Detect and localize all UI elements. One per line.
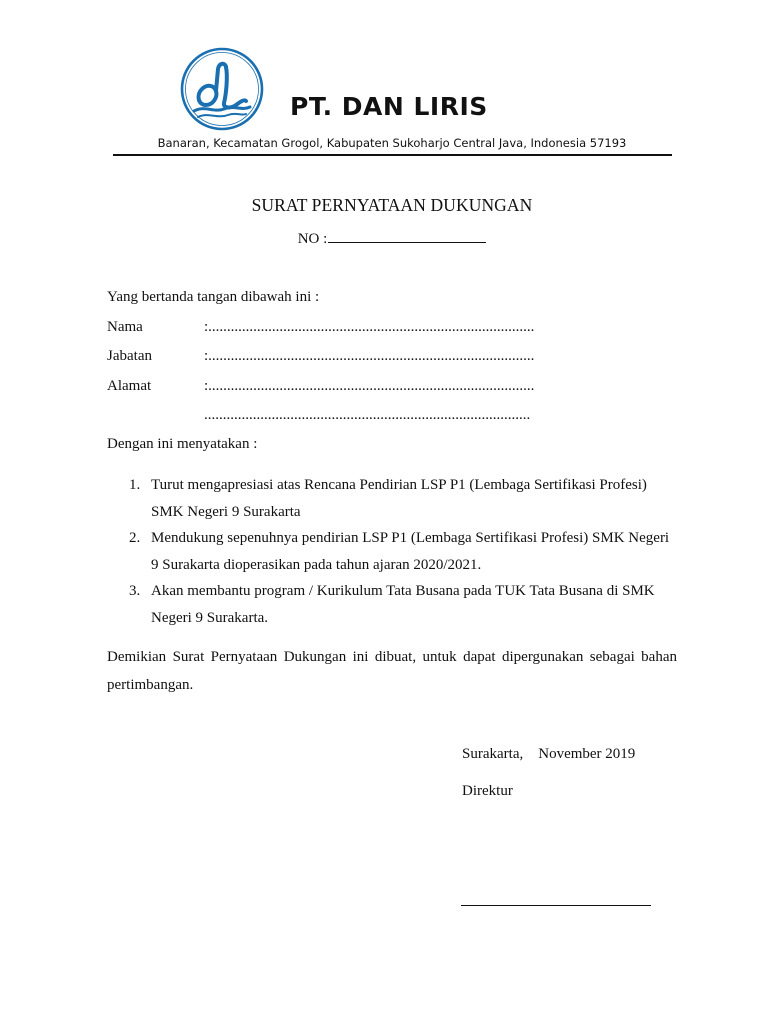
- list-item-text: Mendukung sepenuhnya pendirian LSP P1 (Lembaga Sertifikasi Profesi) SMK Negeri: [151, 530, 670, 546]
- list-item-text-continued: 9 Surakarta dioperasikan pada tahun ajaran 2020/2021.: [151, 557, 482, 573]
- date: November 2019: [538, 746, 636, 762]
- field-label-alamat: Alamat: [107, 378, 152, 394]
- list-item-text: Turut mengapresiasi atas Rencana Pendirian LSP P1 (Lembaga Sertifikasi Profesi): [151, 477, 647, 493]
- signature-line: [461, 905, 651, 906]
- letter-number-label: NO :: [297, 231, 328, 247]
- declaration-intro: Dengan ini menyatakan :: [107, 436, 258, 452]
- list-item-number: 2.: [129, 530, 141, 546]
- list-item-text: Akan membantu program / Kurikulum Tata Busana pada TUK Tata Busana di SMK: [151, 583, 655, 599]
- closing-paragraph: Demikian Surat Pernyataan Dukungan ini dibuat, untuk dapat dipergunakan sebagai bahan pertimbangan.: [107, 649, 677, 693]
- declaration-list: [107, 472, 687, 632]
- dan-liris-logo-icon: [180, 47, 264, 131]
- header-divider: [113, 154, 672, 156]
- list-item-number: 1.: [129, 477, 141, 493]
- intro-text: Yang bertanda tangan dibawah ini :: [107, 289, 320, 305]
- company-name: PT. DAN LIRIS: [290, 92, 488, 121]
- list-item: [107, 578, 687, 632]
- field-label-jabatan: Jabatan: [107, 348, 152, 364]
- letter-number-blank: [328, 229, 486, 243]
- list-item-text-continued: SMK Negeri 9 Surakarta: [151, 504, 301, 520]
- field-value-jabatan: :.......................................................................................: [204, 348, 535, 364]
- field-value-alamat: :.......................................................................................: [204, 378, 535, 394]
- list-item: [107, 525, 687, 579]
- list-item: [107, 472, 687, 526]
- place-date: [462, 745, 635, 763]
- field-value-nama: :.......................................................................................: [204, 319, 535, 335]
- list-item-number: 3.: [129, 583, 141, 599]
- company-address: Banaran, Kecamatan Grogol, Kabupaten Sukoharjo Central Java, Indonesia 57193: [157, 136, 627, 150]
- place: Surakarta,: [462, 746, 524, 762]
- field-label-nama: Nama: [107, 319, 143, 335]
- field-value-alamat-continued: .......................................................................................: [204, 407, 531, 423]
- letter-number: [0, 229, 768, 248]
- signatory-role: Direktur: [462, 783, 513, 799]
- letter-title: SURAT PERNYATAAN DUKUNGAN: [251, 195, 533, 215]
- list-item-text-continued: Negeri 9 Surakarta.: [151, 610, 269, 626]
